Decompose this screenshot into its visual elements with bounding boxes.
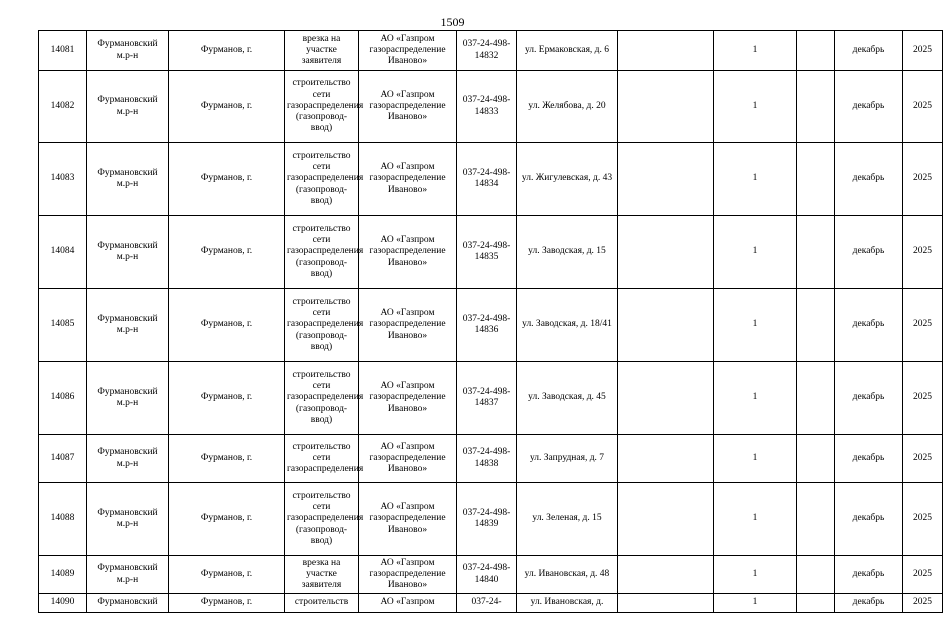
empty-cell [618,216,714,289]
quantity-cell: 1 [714,71,797,143]
empty-cell [618,289,714,362]
year-cell: 2025 [903,435,943,483]
month-cell: декабрь [835,143,903,216]
address-cell: ул. Заводская, д. 15 [517,216,618,289]
table-row [39,362,943,435]
quantity-cell: 1 [714,289,797,362]
work-type-cell: врезка на участке заявителя [285,31,359,71]
code-cell: 037-24-498-14836 [457,289,517,362]
month-cell: декабрь [835,594,903,613]
month-cell: декабрь [835,216,903,289]
code-cell: 037-24- [457,594,517,613]
table-row [39,71,943,143]
year-cell: 2025 [903,594,943,613]
row-number: 14085 [39,289,87,362]
year-cell: 2025 [903,31,943,71]
empty-cell [618,362,714,435]
code-cell: 037-24-498-14832 [457,31,517,71]
district-cell: Фурмановский м.р-н [87,289,169,362]
empty-cell [797,556,835,594]
quantity-cell: 1 [714,483,797,556]
row-number: 14089 [39,556,87,594]
year-cell: 2025 [903,362,943,435]
table-row [39,594,943,613]
table-row [39,556,943,594]
organization-cell: АО «Газпром газораспределение Иваново» [359,435,457,483]
district-cell: Фурмановский [87,594,169,613]
work-type-cell: строительство сети газораспределения (газопровод-ввод) [285,483,359,556]
row-number: 14082 [39,71,87,143]
row-number: 14083 [39,143,87,216]
organization-cell: АО «Газпром газораспределение Иваново» [359,143,457,216]
code-cell: 037-24-498-14837 [457,362,517,435]
organization-cell: АО «Газпром газораспределение Иваново» [359,216,457,289]
organization-cell: АО «Газпром газораспределение Иваново» [359,556,457,594]
work-type-cell: строительств [285,594,359,613]
work-type-cell: строительство сети газораспределения (газопровод-ввод) [285,71,359,143]
organization-cell: АО «Газпром газораспределение Иваново» [359,362,457,435]
empty-cell [797,216,835,289]
organization-cell: АО «Газпром [359,594,457,613]
code-cell: 037-24-498-14833 [457,71,517,143]
table-row [39,483,943,556]
address-cell: ул. Зеленая, д. 15 [517,483,618,556]
page-number: 1509 [440,15,465,29]
locality-cell: Фурманов, г. [169,483,285,556]
locality-cell: Фурманов, г. [169,143,285,216]
district-cell: Фурмановский м.р-н [87,216,169,289]
month-cell: декабрь [835,435,903,483]
locality-cell: Фурманов, г. [169,289,285,362]
row-number: 14086 [39,362,87,435]
district-cell: Фурмановский м.р-н [87,143,169,216]
locality-cell: Фурманов, г. [169,435,285,483]
work-type-cell: строительство сети газораспределения (газопровод-ввод) [285,362,359,435]
empty-cell [618,435,714,483]
empty-cell [797,71,835,143]
table-row [39,31,943,71]
empty-cell [797,143,835,216]
district-cell: Фурмановский м.р-н [87,483,169,556]
empty-cell [618,143,714,216]
empty-cell [797,483,835,556]
locality-cell: Фурманов, г. [169,71,285,143]
month-cell: декабрь [835,362,903,435]
month-cell: декабрь [835,31,903,71]
table-row [39,289,943,362]
code-cell: 037-24-498-14838 [457,435,517,483]
organization-cell: АО «Газпром газораспределение Иваново» [359,71,457,143]
address-cell: ул. Ивановская, д. 48 [517,556,618,594]
district-cell: Фурмановский м.р-н [87,556,169,594]
empty-cell [618,594,714,613]
year-cell: 2025 [903,556,943,594]
empty-cell [618,71,714,143]
organization-cell: АО «Газпром газораспределение Иваново» [359,483,457,556]
organization-cell: АО «Газпром газораспределение Иваново» [359,31,457,71]
month-cell: декабрь [835,289,903,362]
code-cell: 037-24-498-14835 [457,216,517,289]
work-type-cell: строительство сети газораспределения (газопровод-ввод) [285,289,359,362]
empty-cell [618,483,714,556]
empty-cell [797,594,835,613]
address-cell: ул. Заводская, д. 45 [517,362,618,435]
quantity-cell: 1 [714,31,797,71]
row-number: 14088 [39,483,87,556]
quantity-cell: 1 [714,143,797,216]
organization-cell: АО «Газпром газораспределение Иваново» [359,289,457,362]
empty-cell [618,31,714,71]
table-row [39,216,943,289]
locality-cell: Фурманов, г. [169,594,285,613]
district-cell: Фурмановский м.р-н [87,31,169,71]
empty-cell [797,31,835,71]
year-cell: 2025 [903,289,943,362]
quantity-cell: 1 [714,594,797,613]
quantity-cell: 1 [714,435,797,483]
row-number: 14081 [39,31,87,71]
locality-cell: Фурманов, г. [169,31,285,71]
year-cell: 2025 [903,143,943,216]
empty-cell [797,362,835,435]
code-cell: 037-24-498-14840 [457,556,517,594]
table-row [39,143,943,216]
work-type-cell: врезка на участке заявителя [285,556,359,594]
work-type-cell: строительство сети газораспределения (газопровод-ввод) [285,216,359,289]
row-number: 14084 [39,216,87,289]
year-cell: 2025 [903,71,943,143]
code-cell: 037-24-498-14839 [457,483,517,556]
locality-cell: Фурманов, г. [169,362,285,435]
code-cell: 037-24-498-14834 [457,143,517,216]
quantity-cell: 1 [714,216,797,289]
address-cell: ул. Желябова, д. 20 [517,71,618,143]
month-cell: декабрь [835,483,903,556]
month-cell: декабрь [835,556,903,594]
address-cell: ул. Жигулевская, д. 43 [517,143,618,216]
work-type-cell: строительство сети газораспределения (газопровод-ввод) [285,143,359,216]
address-cell: ул. Запрудная, д. 7 [517,435,618,483]
year-cell: 2025 [903,216,943,289]
district-cell: Фурмановский м.р-н [87,435,169,483]
address-cell: ул. Ермаковская, д. 6 [517,31,618,71]
row-number: 14087 [39,435,87,483]
month-cell: декабрь [835,71,903,143]
district-cell: Фурмановский м.р-н [87,362,169,435]
table-row [39,435,943,483]
empty-cell [797,435,835,483]
empty-cell [797,289,835,362]
row-number: 14090 [39,594,87,613]
empty-cell [618,556,714,594]
quantity-cell: 1 [714,556,797,594]
address-cell: ул. Заводская, д. 18/41 [517,289,618,362]
work-type-cell: строительство сети газораспределения [285,435,359,483]
quantity-cell: 1 [714,362,797,435]
gas-connection-register-table [38,30,943,613]
year-cell: 2025 [903,483,943,556]
locality-cell: Фурманов, г. [169,216,285,289]
locality-cell: Фурманов, г. [169,556,285,594]
address-cell: ул. Ивановская, д. [517,594,618,613]
district-cell: Фурмановский м.р-н [87,71,169,143]
